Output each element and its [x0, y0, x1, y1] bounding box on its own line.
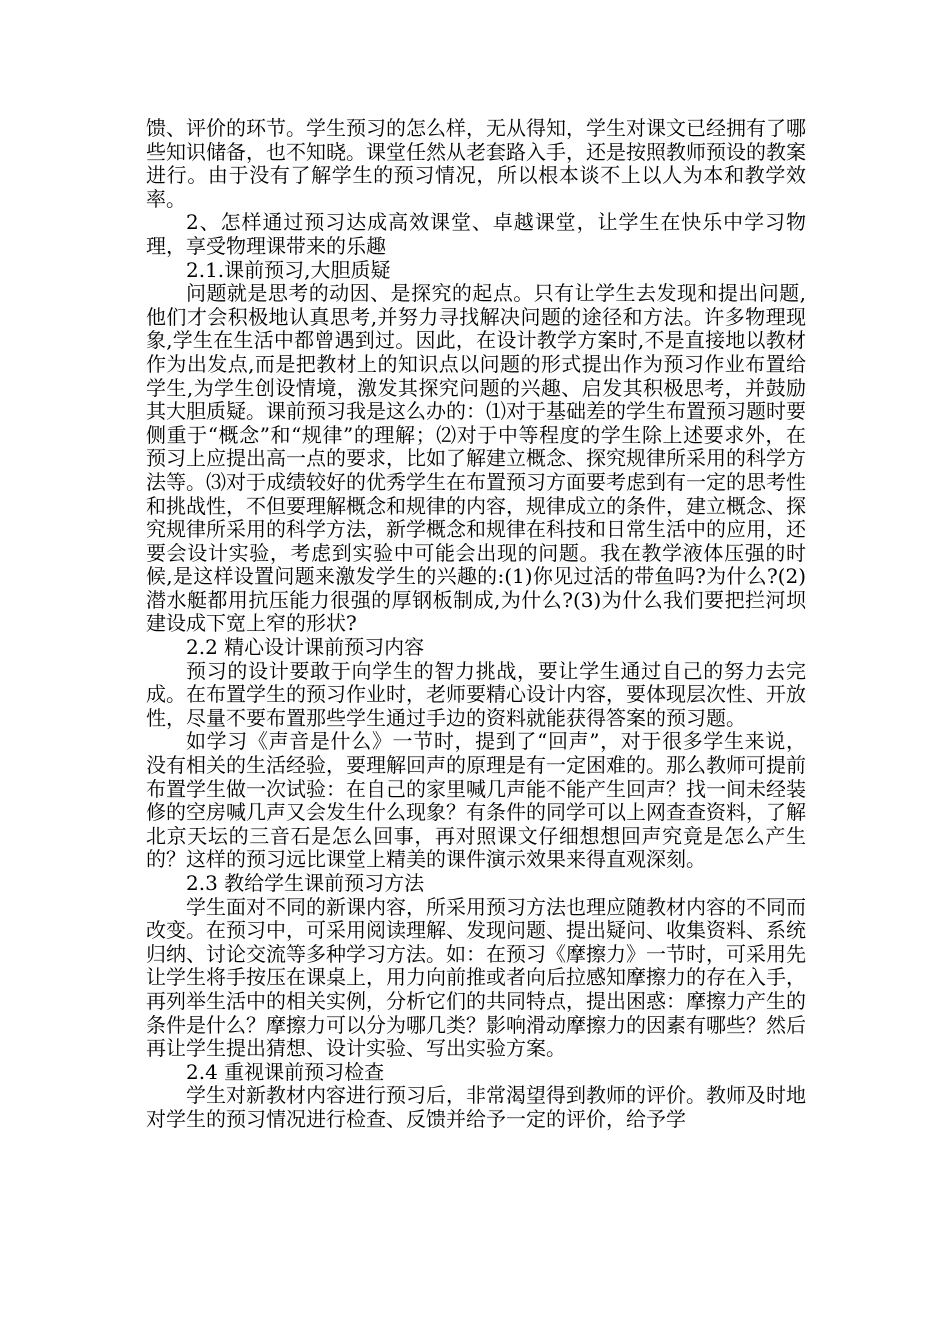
- document-page: [146, 117, 806, 1132]
- paragraph-continuation: 馈、评价的环节。学生预习的怎么样，无从得知，学生对课文已经拥有了哪些知识储备，也不知晓。课堂任然从老套路入手，还是按照教师预设的教案进行。由于没有了解学生的预习情况，所以根本谈不上以人为本和教学效率。: [146, 116, 806, 211]
- paragraph-2-4-body: 学生对新教材内容进行预习后，非常渴望得到教师的评价。教师及时地对学生的预习情况进行检查、反馈并给予一定的评价，给予学: [146, 1083, 806, 1131]
- heading-2-3: 2.3 教给学生课前预习方法: [186, 871, 425, 895]
- heading-2-1: 2.1.课前预习,大胆质疑: [186, 257, 391, 282]
- paragraph-2-2-example: 如学习《声音是什么》一节时，提到了“回声”，对于很多学生来说，没有相关的生活经验，要理解回声的原理是有一定困难的。那么教师可提前布置学生做一次试验：在自己的家里喊几声能不能产生回声？找一间未经装修的空房喊几声又会发生什么现象？有条件的同学可以上网查查资料，了解北京天坛的三音石是怎么回事，再对照课文仔细想想回声究竟是怎么产生的？这样的预习远比课堂上精美的课件演示效果来得直观深刻。: [146, 729, 806, 872]
- paragraph-2-2-body: 预习的设计要敢于向学生的智力挑战，要让学生通过自己的努力去完成。在布置学生的预习作业时，老师要精心设计内容，要体现层次性、开放性，尽量不要布置那些学生通过手边的资料就能获得答案的预习题。: [146, 658, 806, 730]
- section-2-title: 2、怎样通过预习达成高效课堂、卓越课堂，让学生在快乐中学习物理，享受物理课带来的乐趣: [146, 210, 806, 258]
- paragraph-2-3-body: 学生面对不同的新课内容，所采用预习方法也理应随教材内容的不同而改变。在预习中，可采用阅读理解、发现问题、提出疑问、收集资料、系统归纳、讨论交流等多种学习方法。如：在预习《摩擦力》一节时，可采用先让学生将手按压在课桌上，用力向前推或者向后拉感知摩擦力的存在入手，再列举生活中的相关实例，分析它们的共同特点，提出困惑：摩擦力产生的条件是什么？摩擦力可以分为哪几类？影响滑动摩擦力的因素有哪些？然后再让学生提出猜想、设计实验、写出实验方案。: [146, 894, 806, 1061]
- heading-2-4: 2.4 重视课前预习检查: [186, 1059, 385, 1084]
- paragraph-2-1-body: 问题就是思考的动因、是探究的起点。只有让学生去发现和提出问题,他们才会积极地认真思考,并努力寻找解决问题的途径和方法。许多物理现象,学生在生活中都曾遇到过。因此，在设计教学方案时,不是直接地以教材作为出发点,而是把教材上的知识点以问题的形式提出作为预习作业布置给学生,为学生创设情境，激发其探究问题的兴趣、启发其积极思考，并鼓励其大胆质疑。课前预习我是这么办的：⑴对于基础差的学生布置预习题时要侧重于“概念”和“规律”的理解；⑵对于中等程度的学生除上述要求外，在预习上应提出高一点的要求，比如了解建立概念、探究规律所采用的科学方法等。⑶对于成绩较好的优秀学生在布置预习方面要考虑到有一定的思考性和挑战性，不但要理解概念和规律的内容，规律成立的条件，建立概念、探究规律所采用的科学方法，新学概念和规律在科技和日常生活中的应用，还要会设计实验，考虑到实验中可能会出现的问题。我在教学液体压强的时候,是这样设置问题来激发学生的兴趣的:(1)你见过活的带鱼吗?为什么?(2)潜水艇都用抗压能力很强的厚钢板制成,为什么?(3)为什么我们要把拦河坝建设成下宽上窄的形状?: [146, 281, 806, 636]
- heading-2-2: 2.2 精心设计课前预习内容: [186, 635, 425, 660]
